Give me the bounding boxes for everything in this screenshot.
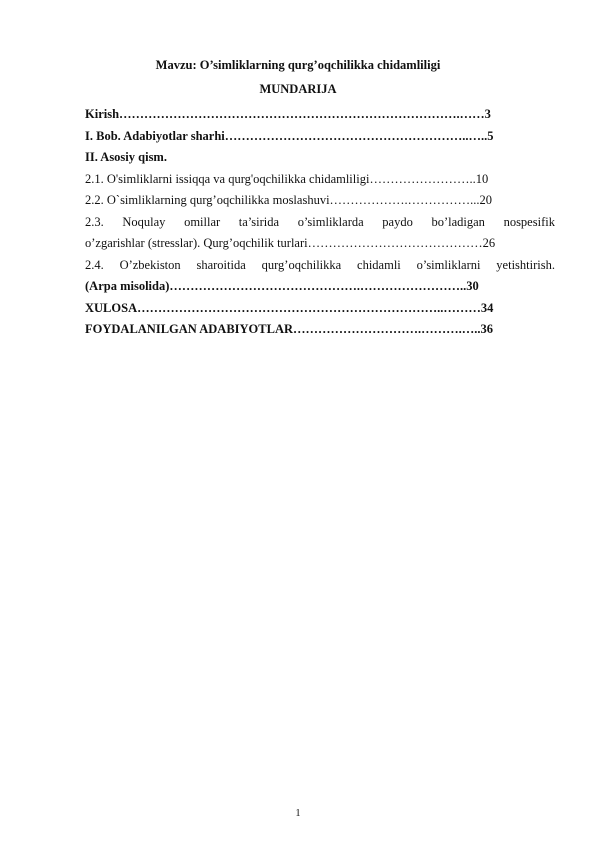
toc-entry-references: FOYDALANILGAN ADABIYOTLAR………………………….……….…..36 (85, 322, 494, 336)
toc-word: chidamli (357, 257, 401, 272)
toc-entry-chapter-2: II. Asosiy qism. (85, 150, 167, 164)
toc-word: sharoitida (196, 257, 246, 272)
toc-entry-kirish: Kirish……………………………………………………………………….……3 (85, 107, 491, 121)
toc-word: omillar (184, 214, 221, 229)
toc-word: 2.4. (85, 257, 104, 272)
toc-word: 2.3. (85, 214, 104, 229)
toc-entry-2-3-line-2: o’zgarishlar (stresslar). Qurg’oqchilik turlari……………………………………26 (85, 236, 496, 250)
toc-word: bo’ladigan (431, 214, 485, 229)
toc-word: Noqulay (122, 214, 166, 229)
toc-word: o’simliklarni (416, 257, 481, 272)
document-topic: Mavzu: O’simliklarning qurg’oqchilikka chidamliligi (155, 58, 441, 72)
toc-word: nospesifik (503, 214, 555, 229)
toc-word: O’zbekiston (119, 257, 181, 272)
contents-title: MUNDARIJA (259, 82, 337, 96)
toc-word: qurg’oqchilikka (261, 257, 342, 272)
toc-word: o’simliklarda (297, 214, 364, 229)
toc-word: paydo (382, 214, 413, 229)
toc-entry-xulosa: XULOSA………………………………………………………………..………34 (85, 300, 494, 315)
toc-entry-2-4-line-1 (85, 255, 555, 277)
page-number: 1 (295, 808, 301, 819)
toc-word: yetishtirish. (496, 257, 555, 272)
toc-entry-2-4-line-2: (Arpa misolida)……………………………………….……………………..30 (85, 279, 479, 293)
toc-entry-2-2: 2.2. O`simliklarning qurg’oqchilikka moslashuvi……………….……………...20 (85, 193, 493, 207)
toc-word: ta’sirida (238, 214, 280, 229)
toc-entry-2-3-line-1 (85, 212, 555, 234)
table-of-contents (85, 104, 555, 341)
toc-entry-2-1: 2.1. O'simliklarni issiqqa va qurg'oqchilikka chidamliligi……………………..10 (85, 171, 489, 186)
toc-entry-chapter-1: I. Bob. Adabiyotlar sharhi…………………………………………………..…..5 (85, 128, 494, 143)
